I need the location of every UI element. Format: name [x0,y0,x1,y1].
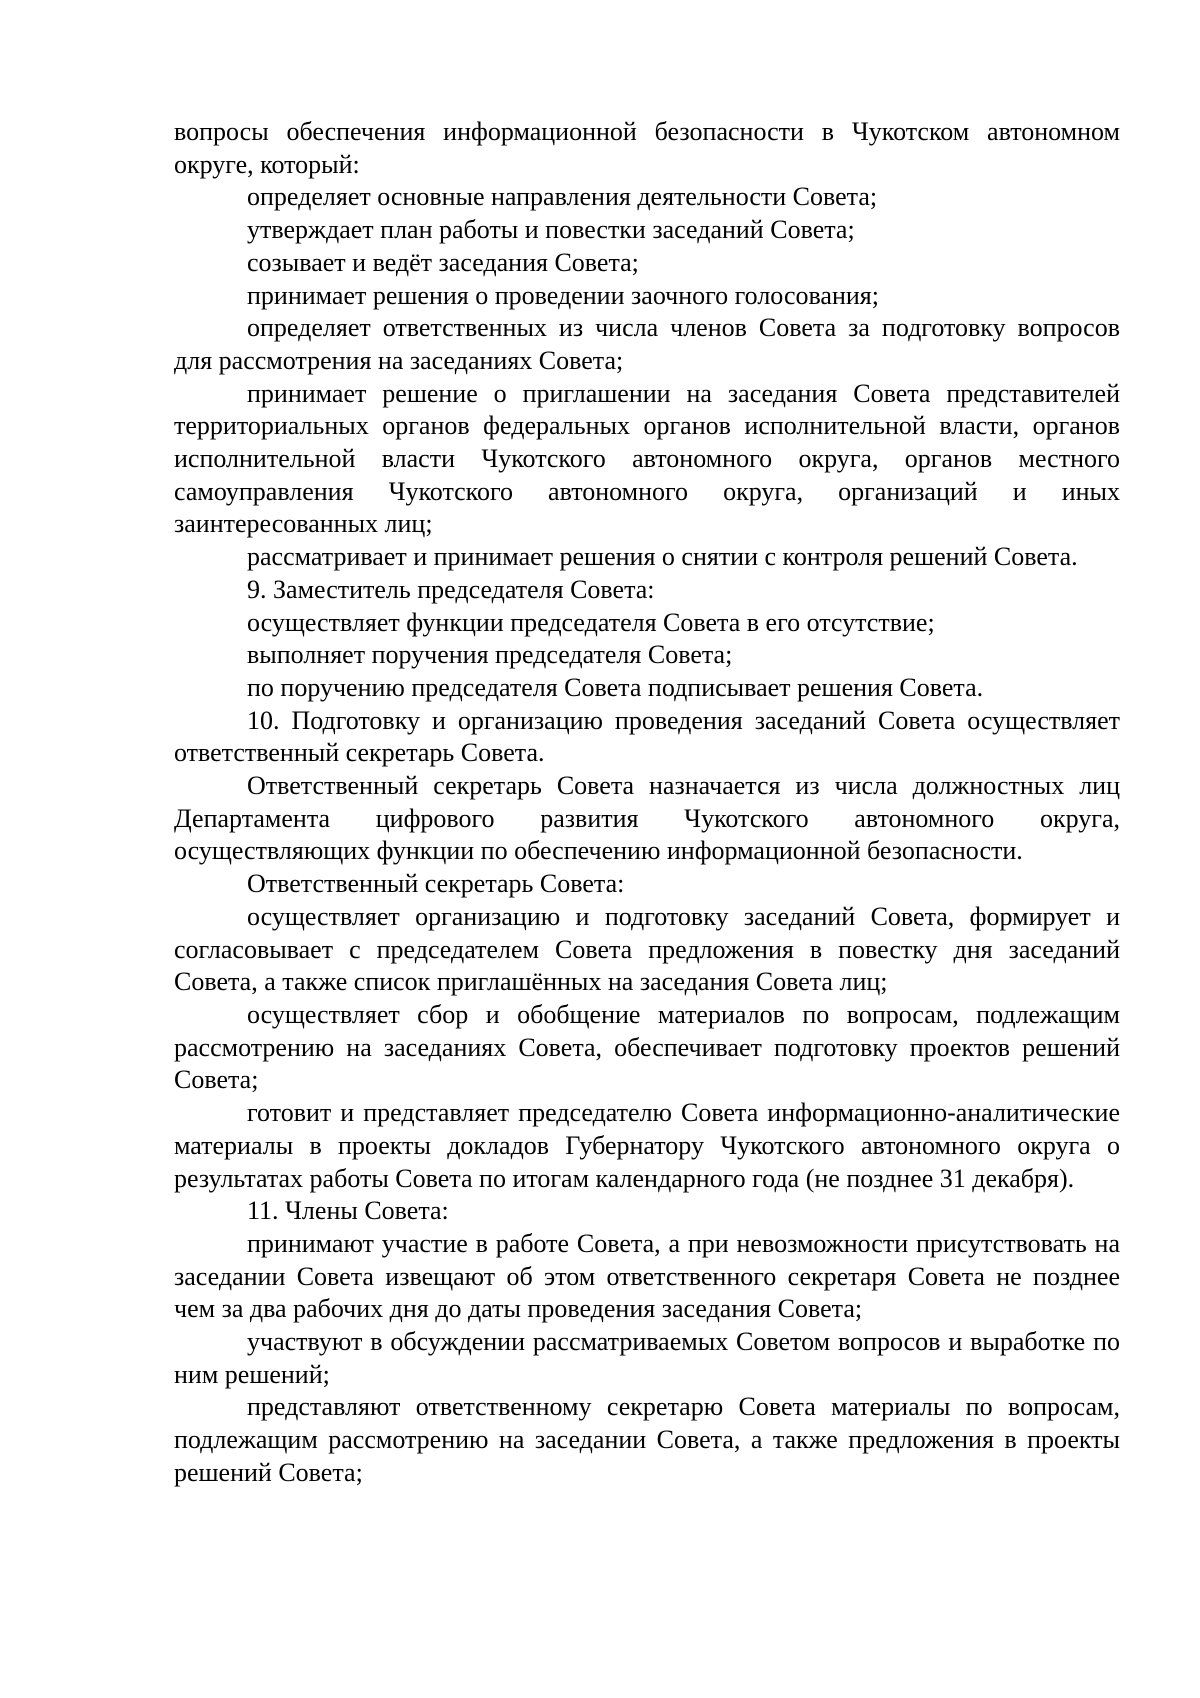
paragraph: определяет ответственных из числа членов Совета за подготовку вопросов для рассмотрения на заседаниях Совета; [174,313,1120,375]
paragraph: принимает решения о проведении заочного голосования; [247,280,879,310]
paragraph: участвуют в обсуждении рассматриваемых Советом вопросов и выработке по ним решений; [174,1327,1120,1389]
paragraph: принимают участие в работе Совета, а при невозможности присутствовать на заседании Совета извещают об этом ответственного секретаря Совета не позднее чем за два рабочих дня до даты проведения заседания Совета; [174,1228,1120,1324]
section-heading-11: 11. Члены Совета: [247,1196,449,1226]
paragraph: Ответственный секретарь Совета: [247,869,625,899]
paragraph: по поручению председателя Совета подписывает решения Совета. [247,672,984,702]
section-heading-9: 9. Заместитель председателя Совета: [247,574,655,604]
paragraph: принимает решение о приглашении на заседания Совета представителей территориальных органов федеральных органов исполнительной власти, органов исполнительной власти Чукотского автономного округа, органов местного самоуправления Чукотского автономного округа, организаций и иных заинтересованных лиц; [174,378,1120,539]
paragraph: определяет основные направления деятельности Совета; [247,182,878,212]
paragraph: созывает и ведёт заседания Совета; [247,247,639,277]
paragraph: осуществляет сбор и обобщение материалов по вопросам, подлежащим рассмотрению на заседаниях Совета, обеспечивает подготовку проектов решений Совета; [174,999,1120,1095]
paragraph: представляют ответственному секретарю Совета материалы по вопросам, подлежащим рассмотрению на заседании Совета, а также предложения в проекты решений Совета; [174,1392,1120,1487]
section-heading-10: 10. Подготовку и организацию проведения заседаний Совета осуществляет ответственный секретарь Совета. [174,705,1120,768]
paragraph: осуществляет организацию и подготовку заседаний Совета, формирует и согласовывает с председателем Совета предложения в повестку дня заседаний Совета, а также список приглашённых на заседания Совета лиц; [174,901,1120,997]
paragraph: осуществляет функции председателя Совета в его отсутствие; [247,607,935,637]
document-body [174,116,1120,1490]
paragraph-continuation: вопросы обеспечения информационной безопасности в Чукотском автономном округе, который: [174,117,1120,179]
paragraph: утверждает план работы и повестки заседаний Совета; [247,215,855,245]
paragraph: готовит и представляет председателю Совета информационно-аналитические материалы в проекты докладов Губернатору Чукотского автономного округа о результатах работы Совета по итогам календарного года (не позднее 31 декабря). [174,1098,1120,1193]
paragraph: Ответственный секретарь Совета назначается из числа должностных лиц Департамента цифрового развития Чукотского автономного округа, осуществляющих функции по обеспечению информационной безопасности. [174,771,1120,866]
paragraph: рассматривает и принимает решения о снятии с контроля решений Совета. [247,542,1078,572]
paragraph: выполняет поручения председателя Совета; [247,640,733,670]
